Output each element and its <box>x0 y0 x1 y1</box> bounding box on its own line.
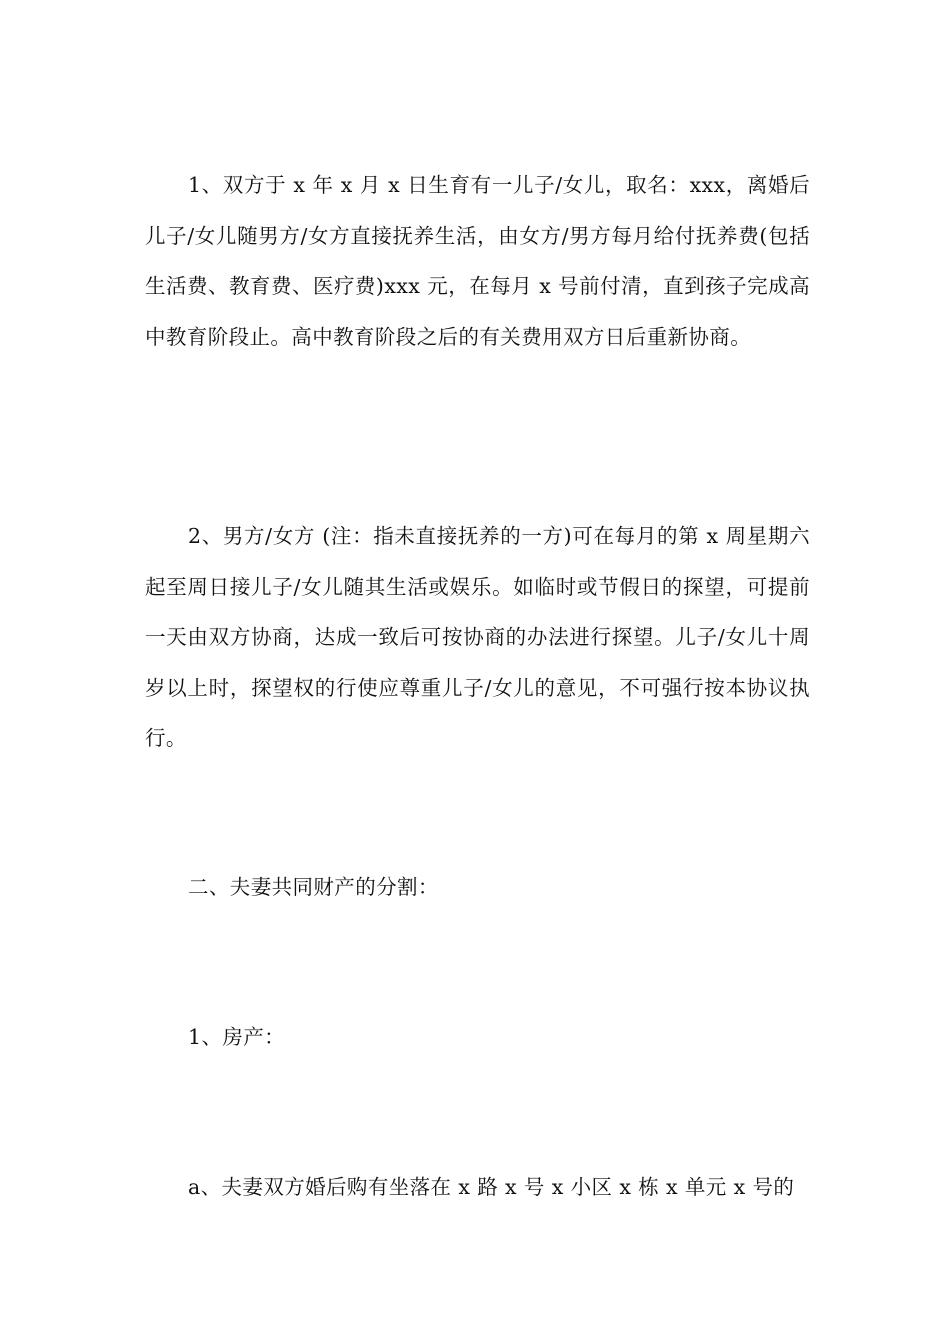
paragraph-visitation-rights: 2、男方/女方 (注：指未直接抚养的一方)可在每月的第 x 周星期六起至周日接儿子/女儿随其生活或娱乐。如临时或节假日的探望，可提前一天由双方协商，达成一致后可按协商的办法进行探望。儿子/女儿十周岁以上时，探望权的行使应尊重儿子/女儿的意见，不可强行按本协议执行。 <box>145 524 810 750</box>
paragraph-house-location: a、夫妻双方婚后购有坐落在 x 路 x 号 x 小区 x 栋 x 单元 x 号的 <box>188 1175 795 1199</box>
paragraph-child-custody-support: 1、双方于 x 年 x 月 x 日生育有一儿子/女儿，取名：xxx，离婚后儿子/女儿随男方/女方直接抚养生活，由女方/男方每月给付抚养费(包括生活费、教育费、医疗费)xxx 元，在每月 x 号前付清，直到孩子完成高中教育阶段止。高中教育阶段之后的有关费用双方日后重新协商。 <box>145 173 810 349</box>
subheading-real-estate: 1、房产： <box>188 1025 286 1049</box>
section-heading-property-division: 二、夫妻共同财产的分割： <box>188 875 439 899</box>
